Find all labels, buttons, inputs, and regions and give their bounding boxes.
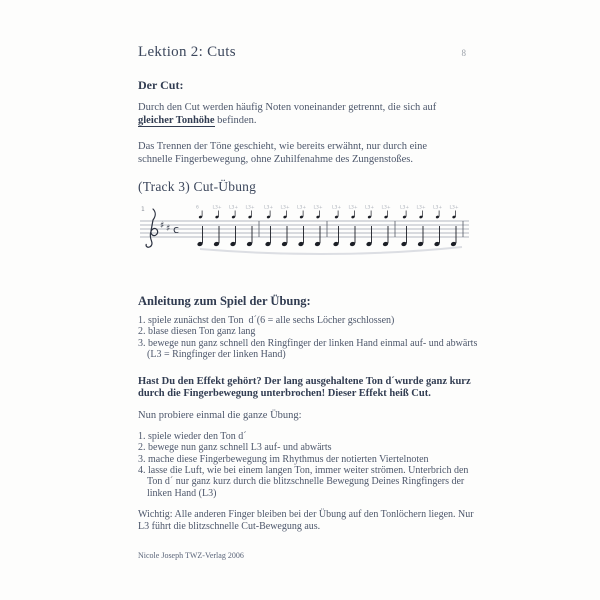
finger-label: L3+ [264, 205, 274, 211]
list-item: 1. spiele zunächst den Ton d´(6 = alle sechs Löcher gschlossen) [138, 315, 395, 326]
list-item: 2. blase diesen Ton ganz lang [138, 326, 256, 338]
finger-label: L3+ [348, 205, 358, 211]
finger-label: L3+ [433, 205, 443, 211]
finger-label: L3+ [313, 205, 323, 211]
finger-label: L3+ [332, 205, 342, 211]
list-item: 3. mache diese Fingerbewegung im Rhythmus der notierten Viertelnoten [138, 453, 429, 465]
finger-label: L3+ [280, 205, 290, 211]
finger-label: L3+ [297, 205, 307, 211]
finger-label: 6 [196, 205, 199, 211]
paragraph-line: Wichtig: Alle anderen Finger bleiben bei der Übung auf den Tonlöchern liegen. Nur [138, 509, 474, 521]
paragraph-text: befinden. [214, 115, 257, 126]
page-number: 8 [461, 48, 466, 58]
finger-label: L3+ [400, 205, 410, 211]
finger-label: L3+ [212, 205, 222, 211]
paragraph-cut-definition [138, 101, 472, 127]
sharp-icon: ♯ [166, 224, 171, 234]
paragraph-line [138, 114, 472, 127]
treble-clef-icon [146, 209, 158, 247]
finger-label: L3+ [449, 205, 459, 211]
paragraph-line: L3 führt die blitzschnelle Cut-Bewegung aus. [138, 520, 321, 532]
track-heading: (Track 3) Cut-Übung [138, 179, 257, 194]
section-heading-der-cut: Der Cut: [138, 78, 184, 92]
footer-credit: Nicole Joseph TWZ-Verlag 2006 [138, 551, 244, 561]
emphasis-gleicher-tonhoehe: gleicher Tonhöhe [138, 115, 215, 126]
paragraph-nun-probiere: Nun probiere einmal die ganze Übung: [138, 409, 302, 421]
page-content [138, 44, 478, 561]
paragraph-wichtig [138, 509, 472, 532]
paragraph-line: Durch den Cut werden häufig Noten voneinander getrennt, die sich auf [138, 102, 437, 113]
music-notation [138, 203, 472, 272]
list-item: 4. lasse die Luft, wie bei einem langen Ton, immer weiter strömen. Unterbrich den [138, 465, 469, 477]
paragraph-line: Das Trennen der Töne geschieht, wie bereits erwähnt, nur durch eine [138, 141, 428, 152]
bar-number: 1 [141, 206, 145, 213]
paragraph-line: schnelle Fingerbewegung, ohne Zuhilfenahme des Zungenstoßes. [138, 154, 413, 165]
paragraph-line: durch die Fingerbewegung unterbrochen! Dieser Effekt heiß Cut. [138, 388, 431, 400]
paragraph-line: Hast Du den Effekt gehört? Der lang ausgehaltene Ton d´wurde ganz kurz [138, 375, 471, 387]
title-row [138, 44, 472, 61]
music-staff [138, 203, 472, 267]
list-item-continuation: Ton d´ nur ganz kurz durch die blitzschnelle Bewegung Deines Ringfingers der [147, 476, 465, 488]
list-item-continuation: linken Hand (L3) [147, 487, 217, 499]
list-item: 3. bewege nun ganz schnell den Ringfinger der linken Hand einmal auf- und abwärts [138, 337, 478, 349]
finger-label: L3+ [416, 205, 426, 211]
list-item: 1. spiele wieder den Ton d´ [138, 430, 247, 442]
finger-label: L3+ [365, 205, 375, 211]
finger-label: L3+ [245, 205, 255, 211]
ganze-uebung-steps-list [138, 431, 472, 499]
list-item-continuation: (L3 = Ringfinger der linken Hand) [147, 349, 286, 361]
slur-arc [200, 247, 462, 254]
section-heading-anleitung: Anleitung zum Spiel der Übung: [138, 294, 311, 308]
anleitung-steps-list [138, 315, 478, 361]
time-signature: c [173, 223, 180, 236]
finger-label: L3+ [381, 205, 391, 211]
list-item: 2. bewege nun ganz schnell L3 auf- und abwärts [138, 442, 332, 454]
sharp-icon: ♯ [160, 221, 165, 231]
paragraph-effekt-bold [138, 376, 472, 401]
page-title: Lektion 2: Cuts [138, 44, 236, 60]
paragraph-trennen [138, 140, 472, 166]
finger-label: L3+ [229, 205, 239, 211]
